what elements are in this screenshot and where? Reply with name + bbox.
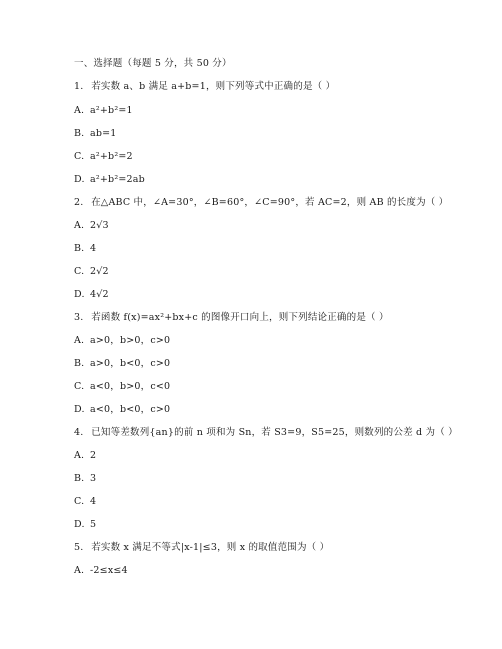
option-text: a<0，b<0，c>0 [90, 404, 171, 415]
question-text: 若函数 f(x)=ax²+bx+c 的图像开口向上，则下列结论正确的是（ ） [91, 312, 389, 323]
question-1-option-d [74, 174, 145, 186]
option-key: B. [74, 473, 85, 484]
option-key: D. [74, 289, 85, 300]
option-key: D. [74, 404, 85, 415]
question-number: 5. [74, 542, 84, 553]
option-text: a<0，b>0，c<0 [90, 381, 171, 392]
option-key: C. [74, 151, 85, 162]
option-text: ab=1 [90, 128, 117, 139]
option-key: B. [74, 358, 85, 369]
question-text: 若实数 x 满足不等式|x-1|≤3，则 x 的取值范围为（ ） [91, 542, 330, 553]
option-text: a²+b²=2ab [90, 174, 145, 185]
option-text: 4 [90, 243, 97, 254]
question-4 [74, 427, 458, 439]
question-4-option-c [74, 496, 96, 508]
question-number: 3. [74, 312, 84, 323]
question-4-option-a [74, 450, 96, 462]
option-key: C. [74, 496, 85, 507]
question-1-option-b [74, 128, 117, 140]
option-key: B. [74, 243, 85, 254]
option-text: -2≤x≤4 [90, 565, 128, 576]
question-2 [74, 197, 448, 209]
option-text: 2√2 [90, 266, 109, 277]
option-text: a²+b²=2 [90, 151, 133, 162]
option-text: 3 [90, 473, 97, 484]
option-key: A. [74, 335, 85, 346]
option-text: a>0，b<0，c>0 [90, 358, 171, 369]
question-3 [74, 312, 389, 324]
question-3-option-c [74, 381, 170, 393]
question-5 [74, 542, 329, 554]
option-text: 2√3 [90, 220, 109, 231]
option-key: A. [74, 450, 85, 461]
question-3-option-d [74, 404, 170, 416]
question-2-option-b [74, 243, 96, 255]
question-1-option-a [74, 105, 133, 117]
question-number: 1. [74, 81, 84, 92]
option-key: D. [74, 174, 85, 185]
option-text: a>0，b>0，c>0 [90, 335, 171, 346]
option-text: 4√2 [90, 289, 109, 300]
question-number: 2. [74, 197, 84, 208]
question-text: 若实数 a、b 满足 a+b=1，则下列等式中正确的是（ ） [91, 81, 336, 92]
question-3-option-a [74, 335, 170, 347]
question-1 [74, 81, 335, 93]
option-key: A. [74, 565, 85, 576]
question-text: 在△ABC 中，∠A=30°，∠B=60°，∠C=90°，若 AC=2，则 AB 的长度为（ ） [91, 197, 449, 208]
question-4-option-d [74, 519, 96, 531]
question-3-option-b [74, 358, 170, 370]
option-key: B. [74, 128, 85, 139]
option-key: D. [74, 519, 85, 530]
option-key: C. [74, 266, 85, 277]
question-text: 已知等差数列{an}的前 n 项和为 Sn，若 S3=9，S5=25，则数列的公差 d 为（ ） [91, 427, 458, 438]
option-key: C. [74, 381, 85, 392]
question-2-option-c [74, 266, 109, 278]
question-2-option-a [74, 220, 109, 232]
option-text: 2 [90, 450, 97, 461]
question-2-option-d [74, 289, 109, 301]
question-1-option-c [74, 151, 133, 163]
option-text: a²+b²=1 [90, 105, 133, 116]
question-number: 4. [74, 427, 84, 438]
section-heading: 一、选择题（每题 5 分，共 50 分） [74, 58, 232, 69]
option-key: A. [74, 105, 85, 116]
option-text: 4 [90, 496, 97, 507]
question-4-option-b [74, 473, 96, 485]
option-key: A. [74, 220, 85, 231]
question-5-option-a [74, 565, 128, 577]
option-text: 5 [90, 519, 97, 530]
